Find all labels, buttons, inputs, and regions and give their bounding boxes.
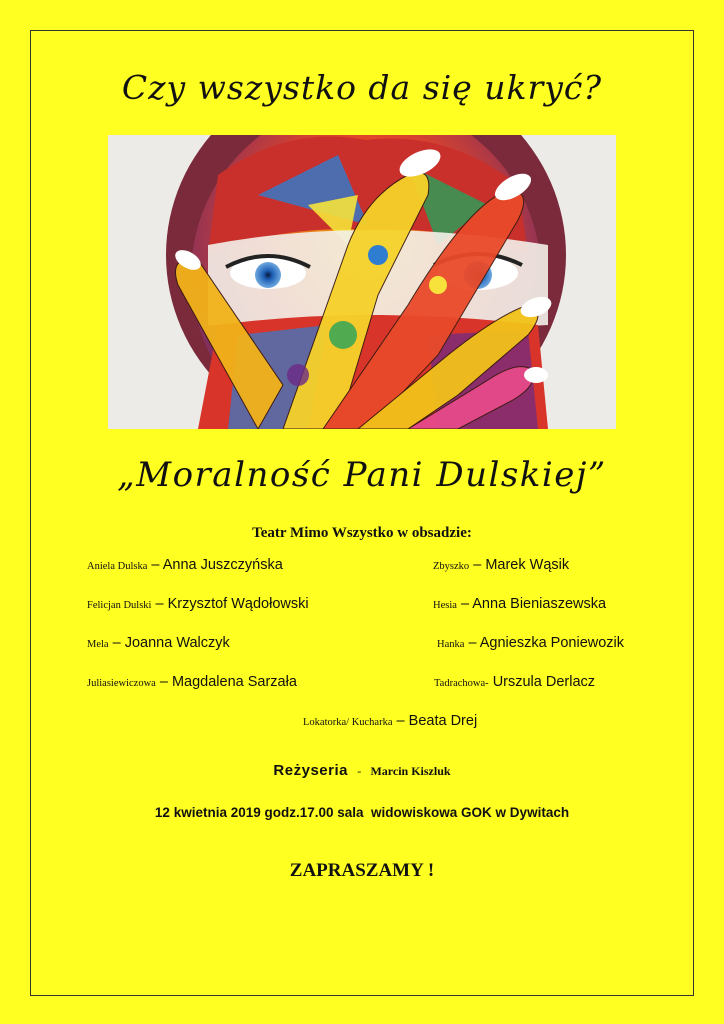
role-name: Felicjan Dulski: [87, 600, 152, 611]
play-title: „Moralność Pani Dulskiej”: [117, 455, 607, 495]
cast-entry: [87, 596, 309, 612]
dash: –: [396, 713, 405, 729]
cast-entry: [433, 596, 606, 612]
dash: –: [460, 596, 470, 612]
dash: –: [151, 557, 160, 573]
cast-entry: [434, 674, 595, 690]
role-name: Juliasiewiczowa: [87, 678, 156, 689]
actor-name: Joanna Walczyk: [124, 635, 230, 651]
role-name: Mela: [87, 639, 109, 650]
cast-entry: [433, 557, 569, 573]
director-label: Reżyseria: [273, 762, 348, 779]
dash: –: [468, 635, 477, 651]
actor-name: Magdalena Sarzała: [171, 674, 297, 690]
dash: –: [473, 557, 482, 573]
actor-name: Anna Juszczyńska: [162, 557, 283, 573]
cast-entry: [303, 713, 477, 729]
director-name: Marcin Kiszluk: [370, 764, 451, 778]
cast-entry: [87, 557, 283, 573]
event-date: 12 kwietnia 2019 godz.17.00 sala widowiskowa GOK w Dywitach: [154, 805, 570, 820]
dash: –: [112, 635, 121, 651]
actor-name: Urszula Derlacz: [492, 674, 596, 690]
cast-heading: Teatr Mimo Wszystko w obsadzie:: [252, 525, 472, 541]
actor-name: Agnieszka Poniewozik: [479, 635, 625, 651]
director-line: [0, 761, 724, 779]
poster-title: Czy wszystko da się ukryć?: [121, 68, 603, 107]
actor-name: Anna Bieniaszewska: [472, 596, 607, 612]
role-name: Tadrachowa-: [434, 678, 489, 689]
role-name: Zbyszko: [433, 561, 470, 572]
invitation: ZAPRASZAMY !: [289, 860, 435, 881]
actor-name: Marek Wąsik: [485, 557, 570, 573]
cast-entry: [437, 635, 624, 651]
role-name: Hesia: [433, 600, 457, 611]
director-separator: -: [357, 764, 362, 778]
role-name: Hanka: [437, 639, 465, 650]
actor-name: Beata Drej: [408, 713, 478, 729]
cast-entry: [87, 635, 230, 651]
painted-face-photo: [108, 135, 616, 429]
role-name: Lokatorka/ Kucharka: [303, 717, 393, 728]
dash: –: [159, 674, 168, 690]
cast-entry: [87, 674, 297, 690]
role-name: Aniela Dulska: [87, 561, 148, 572]
dash: –: [155, 596, 164, 612]
actor-name: Krzysztof Wądołowski: [167, 596, 309, 612]
